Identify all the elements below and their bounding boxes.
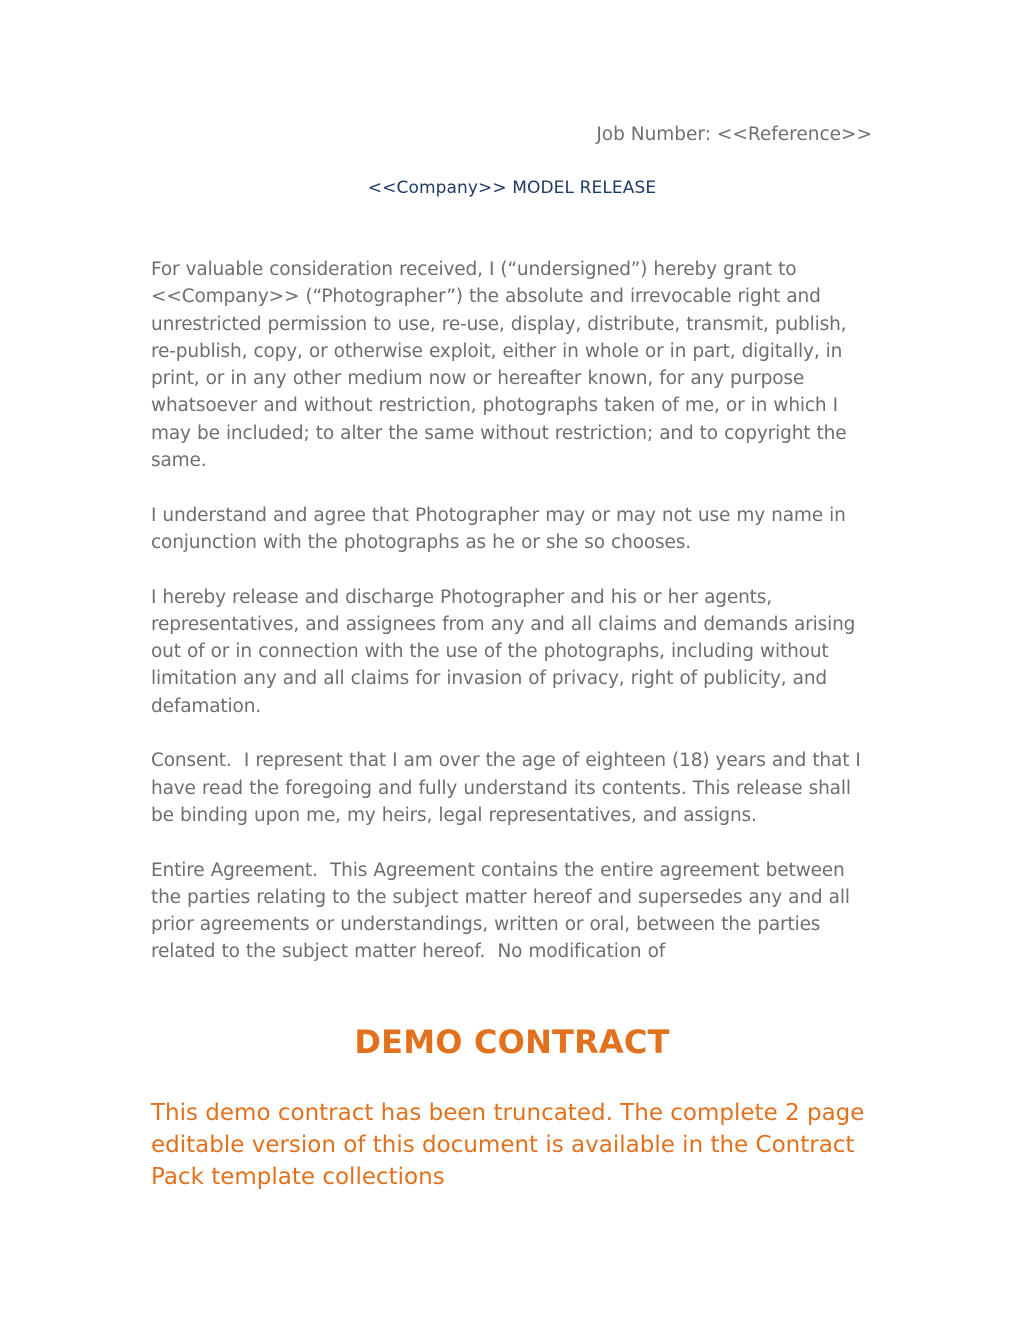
job-number-label: Job Number: <<Reference>> <box>596 124 872 145</box>
paragraph-grant-of-rights: For valuable consideration received, I (“undersigned”) hereby grant to <<Company>> (“Photographer”) the absolute and irrevocable right and unrestricted permission to use, re-use, display, distribute, transmit, publish, re-publish, copy, or otherwise exploit, either in whole or in part, digitally, in print, or in any other medium now or hereafter known, for any purpose whatsoever and without restriction, photographs taken of me, or in which I may be included; to alter the same without restriction; and to copyright the same. <box>151 259 853 472</box>
paragraph-consent: Consent. I represent that I am over the age of eighteen (18) years and that I have read the foregoing and fully understand its contents. This release shall be binding upon me, my heirs, legal representatives, and assigns. <box>151 750 867 826</box>
demo-truncation-notice: This demo contract has been truncated. The complete 2 page editable version of this document is available in the Contract Pack template collections <box>151 1100 865 1190</box>
demo-contract-heading: DEMO CONTRACT <box>354 1023 670 1061</box>
paragraph-release-of-claims: I hereby release and discharge Photographer and his or her agents, representatives, and assignees from any and all claims and demands arising out of or in connection with the use of the photographs, including without limitation any and all claims for invasion of privacy, right of publicity, and defamation. <box>151 586 862 717</box>
document-body <box>151 256 875 966</box>
document-title: <<Company>> MODEL RELEASE <box>367 178 657 198</box>
paragraph-use-of-name: I understand and agree that Photographer may or may not use my name in conjunction with the photographs as he or she so chooses. <box>151 504 852 553</box>
paragraph-entire-agreement: Entire Agreement. This Agreement contains the entire agreement between the parties relating to the subject matter hereof and supersedes any and all prior agreements or understandings, written or oral, between the parties related to the subject matter hereof. No modification of <box>151 859 856 963</box>
